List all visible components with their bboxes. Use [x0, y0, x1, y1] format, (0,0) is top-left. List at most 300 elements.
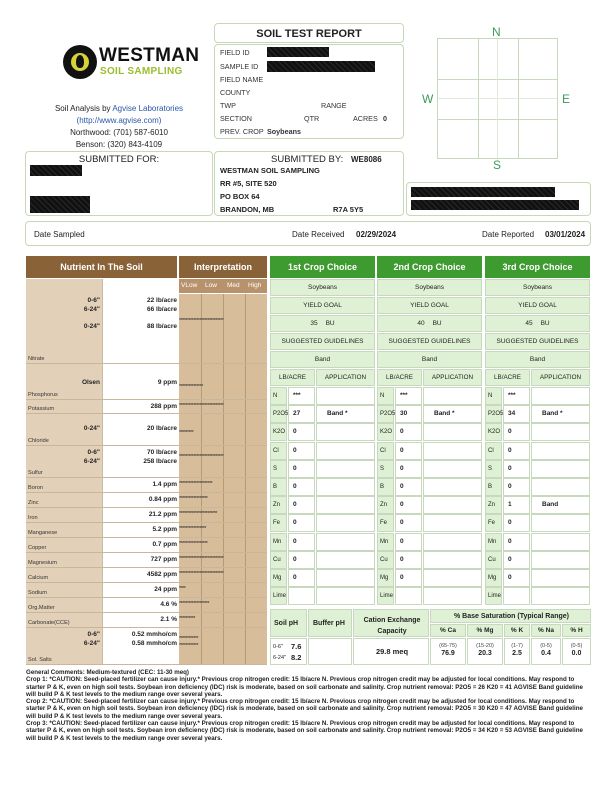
- nutrient-symbol: Lime: [485, 587, 502, 605]
- nutrient-symbol: Fe: [485, 514, 502, 532]
- nutrient-symbol: Cu: [377, 551, 394, 569]
- lb-acre-value: 0: [288, 551, 315, 569]
- nutrient-row-carbonate-cce-: [26, 613, 267, 628]
- recommendation-row: [485, 551, 590, 569]
- application-value: Band *: [316, 405, 375, 423]
- soil-ph-label: Soil pH: [274, 620, 299, 627]
- lb-acre-value: 0: [503, 514, 530, 532]
- nutrient-name: Manganese: [28, 530, 58, 536]
- nutrient-row-iron: [26, 508, 267, 523]
- agvise-link[interactable]: Agvise Laboratories: [112, 104, 184, 113]
- base-sat-label: % Base Saturation (Typical Range): [453, 613, 569, 620]
- field-name-label: FIELD NAME: [220, 75, 264, 84]
- nutrient-row-magnesium: [26, 553, 267, 568]
- nutrient-symbol: B: [485, 478, 502, 496]
- nutrient-symbol: K2O: [270, 423, 287, 441]
- submitter-postal: R7A 5Y5: [333, 205, 364, 214]
- general-comment: General Comments: Medium-textured (CEC: 11-30 meq): [26, 669, 189, 676]
- lb-acre-value: 0: [395, 496, 422, 514]
- application-value: [423, 514, 482, 532]
- lb-acre-value: 0: [395, 533, 422, 551]
- nutrient-symbol: K2O: [377, 423, 394, 441]
- date-reported-label: Date Reported: [482, 230, 535, 239]
- nutrient-symbol: Mn: [377, 533, 394, 551]
- sample-id-label: SAMPLE ID: [220, 62, 259, 71]
- application-value: [531, 587, 590, 605]
- interpretation-stars: **********: [179, 616, 195, 622]
- base-sat-head-pna: % Na: [531, 624, 561, 637]
- lb-acre-value: ***: [395, 387, 422, 405]
- application-value: [316, 533, 375, 551]
- suggested-guidelines: SUGGESTED GUIDELINES: [485, 333, 590, 350]
- nutrient-symbol: B: [270, 478, 287, 496]
- buffer-ph-label: Buffer pH: [313, 620, 345, 627]
- lb-acre-value: ***: [288, 387, 315, 405]
- recommendation-row: [377, 460, 482, 478]
- suggested-guidelines: SUGGESTED GUIDELINES: [270, 333, 375, 350]
- application-value: [531, 569, 590, 587]
- nutrient-symbol: Lime: [270, 587, 287, 605]
- base-sat-value: 76.9: [441, 650, 455, 657]
- lab-info-box: [25, 23, 213, 147]
- interpretation-stars: ****************************: [179, 571, 224, 577]
- nutrient-row-calcium: [26, 568, 267, 583]
- yield-goal-value: 40 BU: [377, 315, 482, 332]
- interpretation-stars: ****************************: [179, 556, 224, 562]
- field-compass-grid: [437, 38, 558, 159]
- application-value: [423, 587, 482, 605]
- nutrient-depth: 0-6" 6-24": [83, 449, 100, 465]
- nutrient-name: Carbonate(CCE): [28, 620, 70, 626]
- nutrient-symbol: Zn: [377, 496, 394, 514]
- application-value: [316, 569, 375, 587]
- nutrient-symbol: Cu: [485, 551, 502, 569]
- recommendation-row: [377, 423, 482, 441]
- nutrient-row-manganese: [26, 523, 267, 538]
- placement-band: Band: [485, 351, 590, 368]
- submitted-by-box: [214, 151, 404, 216]
- yield-goal-label: YIELD GOAL: [270, 297, 375, 314]
- lb-acre-value: [503, 587, 530, 605]
- nutrient-symbol: Fe: [270, 514, 287, 532]
- logo-word-soil-sampling: SOIL SAMPLING: [100, 66, 183, 77]
- lb-acre-value: 0: [395, 569, 422, 587]
- field-id-redacted: [267, 47, 329, 57]
- qtr-label: QTR: [304, 114, 320, 123]
- nutrient-row-zinc: [26, 493, 267, 508]
- application-value: [316, 387, 375, 405]
- ph-depth-1: 0-6": [273, 644, 283, 650]
- field-info-box: [214, 44, 404, 139]
- application-value: [423, 569, 482, 587]
- westman-logo: [63, 45, 97, 79]
- lb-acre-value: 34: [503, 405, 530, 423]
- nutrient-name: Org.Matter: [28, 605, 55, 611]
- submitter-name: WESTMAN SOIL SAMPLING: [220, 166, 320, 175]
- submitter-addr1: RR #5, SITE 520: [220, 179, 277, 188]
- lb-acre-value: 0: [503, 460, 530, 478]
- lb-acre-header: LB/ACRE: [270, 369, 315, 386]
- recommendation-row: [377, 496, 482, 514]
- typical-range: (15-20): [476, 643, 494, 649]
- interpretation-stars: ****************************: [179, 318, 224, 324]
- lb-acre-value: 30: [395, 405, 422, 423]
- nutrient-row-copper: [26, 538, 267, 553]
- recommendation-row: [270, 405, 375, 423]
- nutrient-symbol: P2O5: [270, 405, 287, 423]
- application-value: [423, 387, 482, 405]
- crop-choice-title: 3rd Crop Choice: [485, 256, 590, 278]
- submitted-by-label: SUBMITTED BY:: [271, 154, 344, 165]
- nutrient-symbol: Mg: [485, 569, 502, 587]
- base-sat-value: 0.0: [571, 650, 582, 657]
- interpretation-stars: ***************: [179, 384, 203, 390]
- date-reported-value: 03/01/2024: [545, 230, 586, 239]
- recommendation-row: [270, 478, 375, 496]
- lb-acre-value: [395, 587, 422, 605]
- nutrient-symbol: S: [270, 460, 287, 478]
- application-value: [423, 478, 482, 496]
- nutrient-name: Sodium: [28, 590, 47, 596]
- yield-goal-label: YIELD GOAL: [377, 297, 482, 314]
- nutrient-symbol: K2O: [485, 423, 502, 441]
- application-value: [531, 514, 590, 532]
- recommendation-row: [485, 478, 590, 496]
- interpretation-header: Interpretation: [179, 256, 267, 278]
- cec-label: Cation Exchange Capacity: [363, 617, 421, 635]
- nutrient-value: 24 ppm: [154, 586, 177, 593]
- lab-line: Soil Analysis by Agvise Laboratories: [54, 104, 184, 113]
- base-sat-head-ph: % H: [562, 624, 591, 637]
- application-value: [423, 423, 482, 441]
- nutrient-name: Iron: [28, 515, 38, 521]
- nutrient-symbol: Fe: [377, 514, 394, 532]
- submitter-city: BRANDON, MB: [220, 205, 275, 214]
- lb-acre-value: 0: [395, 478, 422, 496]
- recommendation-row: [485, 423, 590, 441]
- recommendation-row: [270, 587, 375, 605]
- compass-w: W: [422, 92, 434, 106]
- application-value: [316, 460, 375, 478]
- application-value: [531, 460, 590, 478]
- recommendation-row: [270, 496, 375, 514]
- typical-range: (0-5): [540, 643, 552, 649]
- crop-choice-3: [485, 256, 590, 608]
- prev-crop-label: PREV. CROP: [220, 127, 264, 136]
- nutrient-depth: 0-24": [83, 425, 100, 432]
- recommendation-row: [270, 551, 375, 569]
- lb-acre-value: 0: [395, 460, 422, 478]
- lb-acre-value: 27: [288, 405, 315, 423]
- yield-goal-value: 45 BU: [485, 315, 590, 332]
- recommendation-row: [377, 405, 482, 423]
- nutrient-value: 0.52 mmho/cm 0.58 mmho/cm: [131, 631, 177, 647]
- base-sat-head-pk: % K: [504, 624, 530, 637]
- recommendation-row: [485, 460, 590, 478]
- base-sat-head-pca: % Ca: [430, 624, 466, 637]
- interpretation-stars: ****: [179, 586, 186, 592]
- lb-acre-header: LB/ACRE: [377, 369, 422, 386]
- nutrient-value: 2.1 %: [160, 616, 177, 623]
- crop2-comment: Crop 2: *CAUTION: Seed-placed fertilizer can cause injury.* Previous crop nitrogen credit: 15 lb/acre N. Previous crop nitrogen credit may be adjusted for local conditions. May respond to starter P & K, even on high soil tests. Soybean iron deficiency (IDC) risk is moderate, based on soil carbonate and salinity. Crop nutrient removal: P2O5 = 30 K20 = 47 AGVISE Band guideline will build P & K test levels to the medium range over several years.: [26, 698, 583, 720]
- date-sampled-label: Date Sampled: [34, 230, 85, 239]
- application-value: [316, 442, 375, 460]
- nutrient-symbol: N: [270, 387, 287, 405]
- nutrient-value: 0.84 ppm: [148, 496, 177, 503]
- lb-acre-value: 0: [288, 442, 315, 460]
- application-value: [316, 496, 375, 514]
- submitted-for-box: [25, 151, 213, 216]
- compass-e: E: [562, 92, 571, 106]
- application-value: [531, 387, 590, 405]
- nutrient-symbol: Zn: [270, 496, 287, 514]
- recommendation-row: [377, 551, 482, 569]
- nutrient-symbol: Cl: [270, 442, 287, 460]
- redacted-line-1: [411, 187, 555, 197]
- application-value: [316, 423, 375, 441]
- placement-band: Band: [377, 351, 482, 368]
- lb-acre-value: ***: [503, 387, 530, 405]
- application-value: [316, 587, 375, 605]
- nutrient-symbol: Cu: [270, 551, 287, 569]
- base-sat-value: 2.5: [512, 650, 522, 657]
- nutrient-name: Zinc: [28, 500, 39, 506]
- nutrient-name: Phosphorus: [28, 392, 58, 398]
- recommendation-row: [377, 442, 482, 460]
- application-header: APPLICATION: [531, 369, 590, 386]
- cec-value: 29.8 meq: [375, 647, 409, 656]
- interpretation-stars: *********************: [179, 481, 213, 487]
- nutrient-value: 727 ppm: [150, 556, 177, 563]
- nutrient-value: 5.2 ppm: [152, 526, 177, 533]
- nutrient-value: 9 ppm: [157, 379, 177, 386]
- twp-label: TWP: [220, 101, 236, 110]
- submitter-addr2: PO BOX 64: [220, 192, 260, 201]
- interp-subheaders: VLow Low Med High: [179, 279, 267, 293]
- nutrient-depth: 0-6" 6-24" 0-24": [83, 297, 100, 330]
- date-received-label: Date Received: [292, 230, 345, 239]
- nutrient-header: Nutrient In The Soil: [26, 256, 177, 278]
- nutrient-depth: 0-6" 6-24": [83, 631, 100, 647]
- lb-acre-value: 0: [288, 478, 315, 496]
- recommendation-row: [377, 387, 482, 405]
- nutrient-name: Chloride: [28, 438, 49, 444]
- nutrient-symbol: B: [377, 478, 394, 496]
- lb-acre-value: 0: [288, 514, 315, 532]
- base-sat-head-pmg: % Mg: [467, 624, 503, 637]
- base-sat-cell: [467, 638, 503, 665]
- interpretation-stars: *******************: [179, 601, 209, 607]
- acres-value: 0: [383, 114, 387, 123]
- interpretation-stars: ****************************: [179, 403, 224, 409]
- lb-acre-value: 0: [395, 514, 422, 532]
- application-value: Band: [531, 496, 590, 514]
- ph-value-1: 7.6: [291, 642, 302, 651]
- recommendation-row: [485, 387, 590, 405]
- recommendation-row: [485, 514, 590, 532]
- nutrient-value: 4582 ppm: [147, 571, 177, 578]
- section-label: SECTION: [220, 114, 252, 123]
- nutrient-symbol: P2O5: [485, 405, 502, 423]
- lb-acre-value: 0: [395, 442, 422, 460]
- crop-name: Soybeans: [377, 279, 482, 296]
- redacted-line-2: [411, 200, 579, 210]
- lb-acre-value: 1: [503, 496, 530, 514]
- lb-acre-value: [288, 587, 315, 605]
- nutrient-row-chloride: [26, 422, 267, 446]
- lb-acre-value: 0: [503, 442, 530, 460]
- recommendation-row: [377, 514, 482, 532]
- application-value: [316, 514, 375, 532]
- nutrient-row-sodium: [26, 583, 267, 598]
- nutrient-row-phosphorus: [26, 376, 267, 400]
- lb-acre-value: 0: [288, 460, 315, 478]
- crop-choice-title: 1st Crop Choice: [270, 256, 375, 278]
- crop1-comment: Crop 1: *CAUTION: Seed-placed fertilizer can cause injury.* Previous crop nitrogen credit: 15 lb/acre N. Previous crop nitrogen credit may be adjusted for local conditions. May respond to starter P & K, even on high soil tests. Soybean iron deficiency (IDC) risk is moderate, based on soil carbonate and salinity. Crop nutrient removal: P2O5 = 26 K20 = 41 AGVISE Band guideline will build P & K test levels to the medium range over several years.: [26, 676, 583, 698]
- lb-acre-value: 0: [288, 496, 315, 514]
- nutrient-symbol: Zn: [485, 496, 502, 514]
- interpretation-stars: ******************: [179, 541, 208, 547]
- interpretation-stars: *****************: [179, 526, 206, 532]
- acres-label: ACRES: [353, 114, 378, 123]
- nutrient-value: 288 ppm: [150, 403, 177, 410]
- application-header: APPLICATION: [423, 369, 482, 386]
- recommendation-row: [485, 587, 590, 605]
- nutrient-row-org-matter: [26, 598, 267, 613]
- lb-acre-value: 0: [395, 551, 422, 569]
- submitted-for-label: SUBMITTED FOR:: [78, 154, 160, 165]
- submitted-for-redacted-2: [30, 196, 90, 213]
- base-sat-cell: [504, 638, 530, 665]
- ph-depth-2: 6-24": [273, 655, 286, 661]
- dates-bar: [25, 221, 591, 246]
- nutrient-value: 22 lb/acre 66 lb/acre 88 lb/acre: [147, 297, 177, 330]
- recommendation-row: [270, 442, 375, 460]
- logo-word-westman: WESTMAN: [99, 45, 200, 66]
- date-received-value: 02/29/2024: [356, 230, 397, 239]
- nutrient-symbol: Cl: [377, 442, 394, 460]
- interpretation-stars: ************************: [179, 511, 217, 517]
- recommendation-row: [377, 569, 482, 587]
- compass-s: S: [493, 158, 502, 172]
- submitted-by-code: WE8086: [351, 155, 382, 164]
- nutrient-symbol: Cl: [485, 442, 502, 460]
- ph-value-2: 8.2: [291, 653, 302, 662]
- suggested-guidelines: SUGGESTED GUIDELINES: [377, 333, 482, 350]
- typical-range: (1-7): [511, 643, 523, 649]
- nutrient-value: 4.6 %: [160, 601, 177, 608]
- typical-range: (0-5): [570, 643, 583, 649]
- lb-acre-value: 0: [503, 478, 530, 496]
- nutrient-symbol: S: [377, 460, 394, 478]
- lab-url[interactable]: (http://www.agvise.com): [76, 116, 162, 125]
- application-value: [531, 551, 590, 569]
- bottom-table: [270, 609, 591, 665]
- interpretation-stars: ****************************: [179, 454, 224, 460]
- crop-name: Soybeans: [485, 279, 590, 296]
- typical-range: (65-75): [439, 643, 457, 649]
- lb-acre-value: 0: [288, 569, 315, 587]
- nutrient-symbol: Mg: [270, 569, 287, 587]
- base-sat-value: 20.3: [478, 650, 492, 657]
- range-label: RANGE: [321, 101, 347, 110]
- interpretation-stars: ************ ************: [179, 636, 198, 649]
- recommendation-row: [377, 533, 482, 551]
- nutrient-name: Boron: [28, 485, 43, 491]
- application-value: [531, 423, 590, 441]
- base-sat-cell: [562, 638, 591, 665]
- application-value: [423, 533, 482, 551]
- application-value: Band *: [531, 405, 590, 423]
- application-value: [423, 551, 482, 569]
- nutrient-name: Sol. Salts: [28, 657, 52, 663]
- recommendation-row: [270, 460, 375, 478]
- recommendation-row: [270, 514, 375, 532]
- nutrient-value: 0.7 ppm: [152, 541, 177, 548]
- prev-crop-value: Soybeans: [267, 127, 301, 136]
- nutrient-symbol: N: [485, 387, 502, 405]
- nutrient-value: 1.4 ppm: [152, 481, 177, 488]
- nutrient-row-potassium: [26, 400, 267, 414]
- submitted-for-redacted-1: [30, 165, 82, 176]
- comments: [26, 669, 592, 742]
- nutrient-name: Magnesium: [28, 560, 57, 566]
- application-value: [531, 442, 590, 460]
- recommendation-row: [485, 569, 590, 587]
- lb-acre-value: 0: [288, 533, 315, 551]
- lb-acre-value: 0: [503, 533, 530, 551]
- nutrient-symbol: N: [377, 387, 394, 405]
- nutrient-depth: Olsen: [81, 379, 100, 386]
- nutrient-row-nitrate: [26, 294, 267, 364]
- application-value: [316, 478, 375, 496]
- lb-acre-header: LB/ACRE: [485, 369, 530, 386]
- nutrient-symbol: S: [485, 460, 502, 478]
- extra-redacted-box: [406, 182, 591, 216]
- lb-acre-value: 0: [503, 423, 530, 441]
- nutrient-row-boron: [26, 478, 267, 493]
- application-value: [531, 533, 590, 551]
- nutrient-value: 21.2 ppm: [148, 511, 177, 518]
- nutrient-symbol: Mn: [485, 533, 502, 551]
- lb-acre-value: 0: [503, 569, 530, 587]
- lb-acre-value: 0: [288, 423, 315, 441]
- crop3-comment: Crop 3: *CAUTION: Seed-placed fertilizer can cause injury.* Previous crop nitrogen credit: 15 lb/acre N. Previous crop nitrogen credit may be adjusted for local conditions. May respond to starter P & K, even on high soil tests. Soybean iron deficiency (IDC) risk is moderate, based on soil carbonate and salinity. Crop nutrient removal: P2O5 = 34 K20 = 53 AGVISE Band guideline will build P & K test levels to the medium range over several years.: [26, 720, 583, 742]
- recommendation-row: [485, 496, 590, 514]
- page-title: SOIL TEST REPORT: [256, 28, 362, 40]
- recommendation-row: [377, 587, 482, 605]
- application-value: [423, 496, 482, 514]
- nutrient-name: Calcium: [28, 575, 49, 581]
- application-value: [531, 478, 590, 496]
- compass-n: N: [492, 25, 501, 39]
- title-box: [214, 23, 404, 43]
- nutrient-value: 70 lb/acre 258 lb/acre: [143, 449, 177, 465]
- sample-id-redacted: [267, 61, 375, 72]
- nutrient-name: Potassium: [28, 406, 55, 412]
- application-value: [423, 460, 482, 478]
- nutrient-value: 20 lb/acre: [147, 425, 177, 432]
- nutrient-name: Copper: [28, 545, 47, 551]
- recommendation-row: [485, 533, 590, 551]
- interpretation-stars: ******************: [179, 496, 208, 502]
- recommendation-row: [270, 387, 375, 405]
- base-sat-cell: [531, 638, 561, 665]
- recommendation-row: [270, 533, 375, 551]
- lab-benson: Benson: (320) 843-4109: [75, 140, 163, 149]
- recommendation-row: [377, 478, 482, 496]
- application-header: APPLICATION: [316, 369, 375, 386]
